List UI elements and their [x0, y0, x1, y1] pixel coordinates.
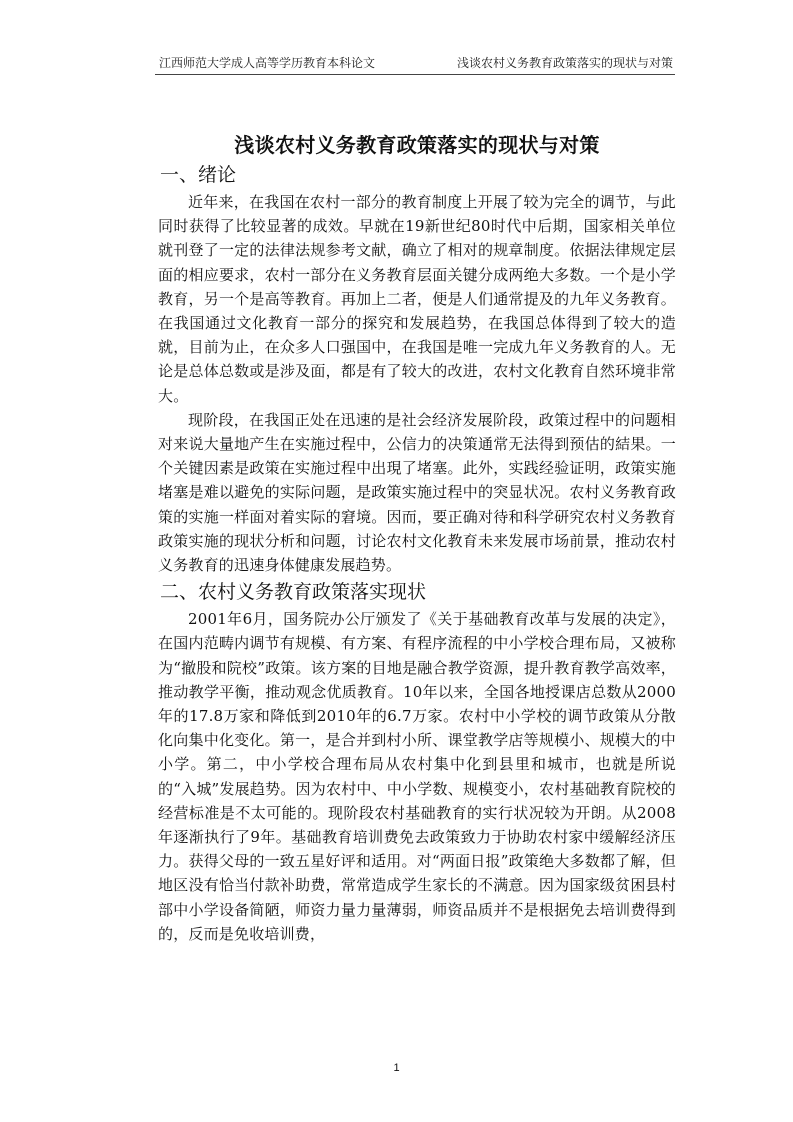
header-right-text: 浅谈农村义务教育政策落实的现状与对策	[456, 56, 673, 70]
running-header	[155, 56, 675, 75]
section-heading-introduction: 一、绪论	[160, 164, 237, 186]
paragraph: 近年来，在我国在农村一部分的教育制度上开展了较为完全的调节，与此同时获得了比较显著的成效。早就在19新世纪80时代中后期，国家相关单位就刊登了一定的法律法规参考文献，确立了相对的规章制度。依据法律规定层面的相应要求，农村一部分在义务教育层面关键分成两绝大多数。一个是小学教育，另一个是高等教育。再加上二者，便是人们通常提及的九年义务教育。在我国通过文化教育一部分的探究和发展趋势，在我国总体得到了较大的造就，目前为止，在众多人口强国中，在我国是唯一完成九年义务教育的人。无论是总体总数或是涉及面，都是有了较大的改进，农村文化教育自然环境非常大。	[158, 193, 676, 405]
paper-title: 浅谈农村义务教育政策落实的现状与对策	[234, 133, 600, 157]
section-heading-status: 二、农村义务教育政策落实现状	[160, 581, 427, 604]
paragraph: 现阶段，在我国正处在迅速的是社会经济发展阶段，政策过程中的问题相对来说大量地产生在实施过程中，公信力的决策通常无法得到预估的結果。一个关键因素是政策在实施过程中出現了堵塞。此外，实践经验证明，政策实施堵塞是难以避免的实际问题，是政策实施过程中的突显状况。农村义务教育政策的实施一样面对着实际的窘境。因而，要正确对待和科学研究农村义务教育政策实施的现状分析和问题，讨论农村文化教育未来发展市场前景，推动农村义务教育的迅速身体健康发展趋势。	[158, 410, 676, 575]
paragraph: 2001年6月，国务院办公厅颁发了《关于基础教育改革与发展的决定》，在国内范畴内调节有规模、有方案、有程序流程的中小学校合理布局，又被称为“撤股和院校”政策。该方案的目地是融合教学资源，提升教育教学高效率，推动教学平衡，推动观念优质教育。10年以来，全国各地授课店总数从2000年的17.8万家和降低到2010年的6.7万家。农村中小学校的调节政策从分散化向集中化变化。第一，是合并到村小所、课堂教学店等规模小、规模大的中小学。第二，中小学校合理布局从农村集中化到县里和城市，也就是所说的“入城”发展趋势。因为农村中、中小学数、规模变小，农村基础教育院校的经营标准是不太可能的。现阶段农村基础教育的实行状况较为开朗。从2008年逐渐执行了9年。基础教育培训费免去政策致力于协助农村家中缓解经济压力。获得父母的一致五星好评和适用。对“两面日报”政策绝大多数都了解，但地区没有恰当付款补助费，常常造成学生家长的不满意。因为国家级贫困县村部中小学设备简陋，师资力量力量薄弱，师资品质并不是根据免去培训费得到的，反而是免收培训费，	[158, 610, 676, 943]
header-left-text: 江西师范大学成人高等学历教育本科论文	[159, 56, 376, 70]
document-body	[158, 130, 676, 946]
page-number: 1	[393, 1062, 400, 1074]
